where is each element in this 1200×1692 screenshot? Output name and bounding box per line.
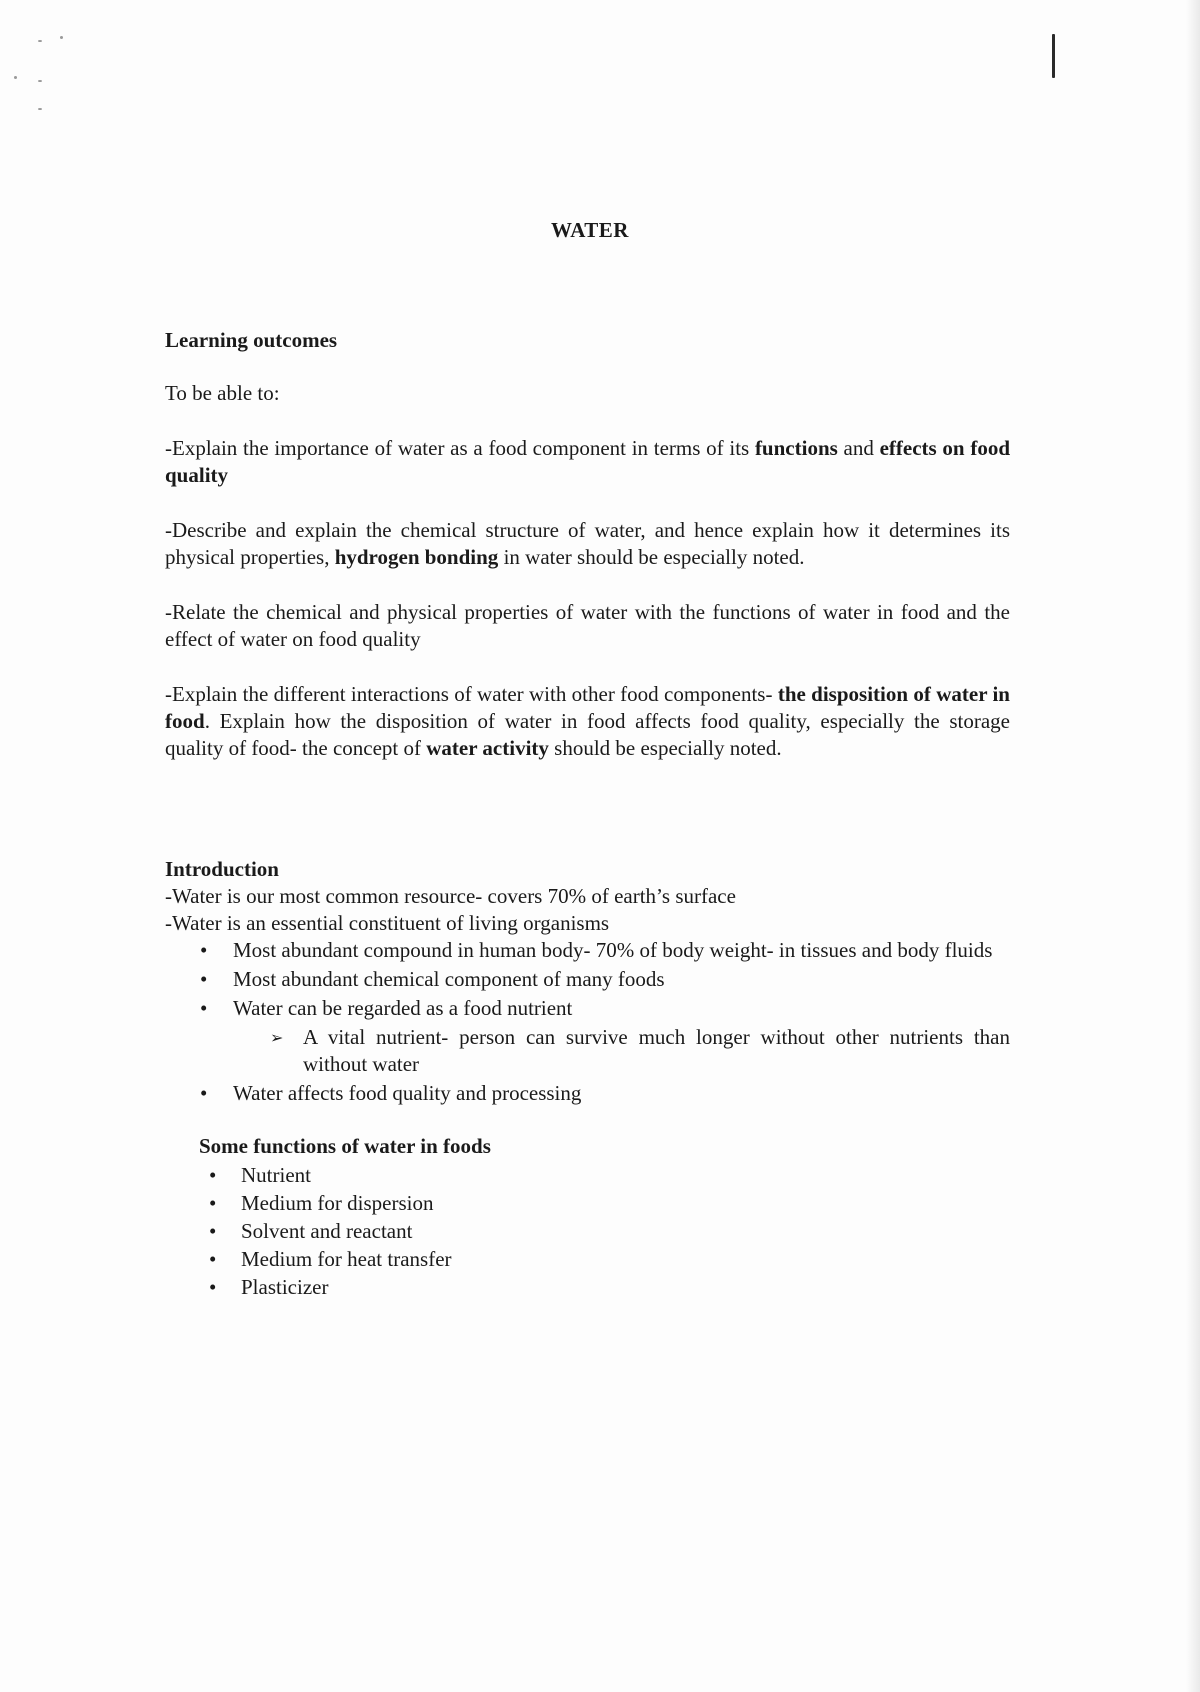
bullet-icon: • [200, 938, 208, 962]
list-item-text: Solvent and reactant [241, 1219, 413, 1243]
list-item-text: Medium for dispersion [241, 1191, 434, 1215]
outcome-item: -Relate the chemical and physical properties of water with the functions of water in food and the effect of water on food quality [165, 600, 1010, 651]
list-item [209, 1274, 1010, 1301]
list-item [209, 1162, 1010, 1189]
bullet-icon: • [209, 1247, 217, 1271]
list-item-text: Water affects food quality and processing [233, 1081, 582, 1105]
list-item [209, 1190, 1010, 1217]
outcome-item: -Explain the different interactions of water with other food components- the disposition of water in food. Explain how the disposition of water in food affects food quality, especially the storage quality of food- the concept of water activity should be especially noted. [165, 682, 1010, 760]
functions-heading: Some functions of water in foods [199, 1134, 491, 1158]
scan-speck [38, 80, 42, 82]
list-item [209, 1246, 1010, 1273]
sub-bullet-list [233, 1024, 1010, 1078]
learning-outcomes-heading: Learning outcomes [165, 328, 338, 352]
introduction-heading: Introduction [165, 857, 279, 881]
bullet-icon: • [209, 1275, 217, 1299]
list-item-text: Nutrient [241, 1163, 311, 1187]
introduction-bullet-list [165, 937, 1010, 1107]
bullet-icon: • [209, 1191, 217, 1215]
outcome-item: -Explain the importance of water as a food component in terms of its functions and effects on food quality [165, 436, 1010, 487]
list-item [200, 937, 1010, 964]
list-item [209, 1218, 1010, 1245]
bullet-icon: • [209, 1163, 217, 1187]
sub-list-item [270, 1024, 1010, 1078]
sub-list-item-text: A vital nutrient- person can survive much longer without other nutrients than without water [303, 1025, 1010, 1076]
introduction-line: -Water is our most common resource- covers 70% of earth’s surface [165, 884, 736, 908]
functions-list [199, 1162, 1010, 1301]
functions-section [165, 1133, 1010, 1301]
page-mark-stroke [1052, 34, 1055, 78]
list-item-text: Most abundant compound in human body- 70% of body weight- in tissues and body fluids [233, 938, 993, 962]
bullet-icon: • [209, 1219, 217, 1243]
list-item-text: Most abundant chemical component of many foods [233, 967, 665, 991]
scan-speck [14, 76, 17, 79]
scan-shadow-edge [1186, 0, 1200, 1692]
document-body [165, 327, 1010, 1302]
bullet-icon: • [200, 996, 208, 1020]
list-item [200, 995, 1010, 1078]
document-title: WATER [551, 218, 629, 242]
list-item-text: Plasticizer [241, 1275, 329, 1299]
outcome-item: -Describe and explain the chemical structure of water, and hence explain how it determines its physical properties, hydrogen bonding in water should be especially noted. [165, 518, 1010, 569]
bullet-icon: • [200, 967, 208, 991]
list-item [200, 1080, 1010, 1107]
list-item-text: Water can be regarded as a food nutrient [233, 996, 573, 1020]
scan-speck [38, 40, 42, 42]
scan-speck [38, 108, 42, 110]
scan-speck [60, 36, 63, 39]
introduction-line: -Water is an essential constituent of living organisms [165, 911, 610, 935]
arrow-bullet-icon: ➢ [270, 1028, 284, 1047]
bullet-icon: • [200, 1081, 208, 1105]
learning-outcomes-intro: To be able to: [165, 381, 280, 405]
list-item [200, 966, 1010, 993]
list-item-text: Medium for heat transfer [241, 1247, 452, 1271]
